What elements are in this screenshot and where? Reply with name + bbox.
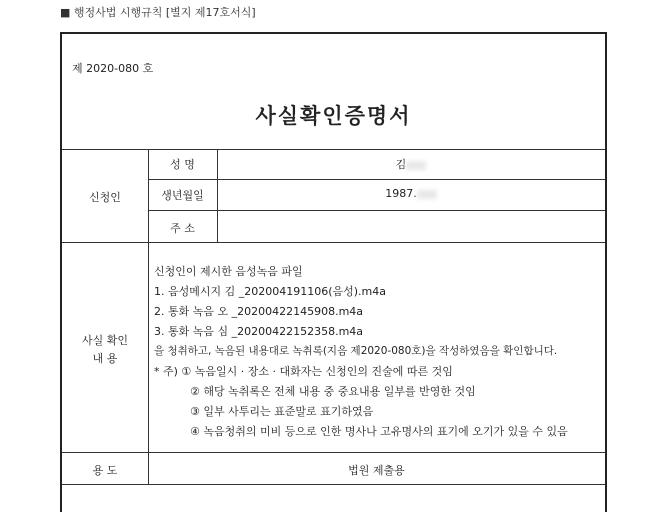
document-title: 사실확인증명서 — [255, 104, 412, 128]
facts-line-5: 을 청취하고, 녹음된 내용대로 녹취록(지음 제2020-080호)을 작성하였음을 확인합니다. — [154, 345, 558, 357]
birthdate-label: 생년월일 — [161, 189, 204, 202]
facts-line-4: 3. 통화 녹음 심 _20200422152358.m4a — [154, 325, 364, 338]
facts-label-line2: 내 용 — [92, 352, 118, 365]
divider-title — [62, 149, 605, 150]
birthdate-value: 1987. — [217, 187, 605, 200]
document-number: 제 2020-080 호 — [72, 62, 154, 75]
name-value: 김 — [217, 156, 605, 172]
facts-note-2: ② 해당 녹취록은 전체 내용 중 중요내용 일부를 반영한 것임 — [190, 385, 476, 398]
form-header-note: ■ 행정사법 시행규칙 [별지 제17호서식] — [60, 6, 256, 19]
divider-applicant — [62, 242, 605, 243]
purpose-label: 용 도 — [92, 464, 118, 477]
facts-line-3: 2. 통화 녹음 오 _20200422145908.m4a — [154, 305, 364, 318]
facts-line-2: 1. 음성메시지 김 _202004191106(음성).m4a — [154, 285, 387, 298]
applicant-label: 신청인 — [89, 191, 121, 204]
certificate-form — [60, 32, 607, 512]
facts-label-line1: 사실 확인 — [81, 334, 128, 347]
address-label: 주 소 — [170, 222, 195, 235]
facts-note-4: ④ 녹음청취의 미비 등으로 인한 명사나 고유명사의 표기에 오기가 있을 수 있음 — [190, 425, 568, 438]
divider-purpose — [62, 484, 605, 485]
name-label: 성 명 — [170, 158, 195, 171]
facts-note-1: * 주) ① 녹음일시 · 장소 · 대화자는 신청인의 진술에 따른 것임 — [154, 365, 453, 378]
purpose-value: 법원 제출용 — [348, 464, 405, 477]
redacted-mark — [417, 190, 437, 199]
divider-facts — [62, 452, 605, 453]
redacted-mark — [406, 161, 426, 170]
facts-line-1: 신청인이 제시한 음성녹음 파일 — [154, 265, 303, 278]
facts-note-3: ③ 일부 사투리는 표준말로 표기하였음 — [190, 405, 374, 418]
